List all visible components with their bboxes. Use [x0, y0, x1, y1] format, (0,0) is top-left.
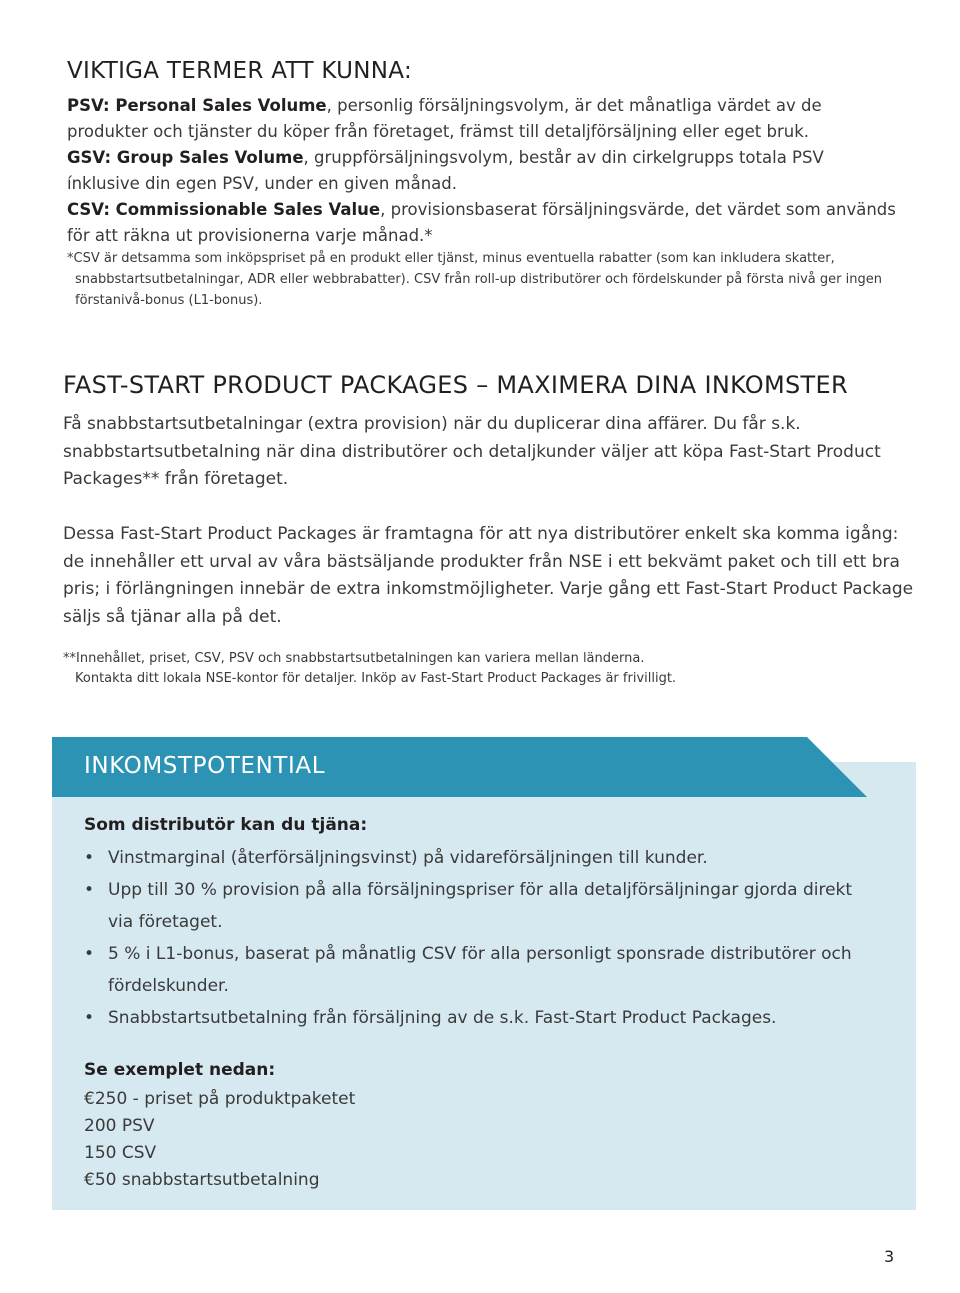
- list-item: [84, 874, 874, 938]
- earnings-list: [84, 842, 874, 1034]
- term-gsv-text: , gruppförsäljningsvolym, består av din cirkelgrupps totala PSV ínklusive din egen PSV, under en given månad.: [67, 148, 824, 193]
- term-psv-text: , personlig försäljningsvolym, är det månatliga värdet av de produkter och tjänster du köper från företaget, främst till detaljförsäljning eller eget bruk.: [67, 96, 822, 141]
- list-item: [84, 842, 874, 874]
- term-csv: [67, 197, 897, 249]
- term-gsv: [67, 145, 897, 197]
- term-psv-label: PSV: Personal Sales Volume: [67, 96, 327, 115]
- fast-start-heading: FAST-START PRODUCT PACKAGES – MAXIMERA DINA INKOMSTER: [63, 371, 848, 399]
- term-gsv-label: GSV: Group Sales Volume: [67, 148, 304, 167]
- csv-footnote-line1: *CSV är detsamma som inköpspriset på en produkt eller tjänst, minus eventuella rabatter (som kan inkludera skatter,: [67, 251, 835, 266]
- list-item-text: Vinstmarginal (återförsäljningsvinst) på vidareförsäljningen till kunder.: [108, 848, 708, 868]
- bullet-icon: •: [84, 848, 95, 868]
- fast-start-description: Dessa Fast-Start Product Packages är framtagna för att nya distributörer enkelt ska komma igång: de innehåller ett urval av våra bästsäljande produkter från NSE i ett bekvämt paket och till ett bra pris; i förlängningen innebär de extra inkomstmöjligheter. Varje gång ett Fast-Start Product Package säljs så tjänar alla på det.: [63, 524, 914, 627]
- list-item-text: 5 % i L1-bonus, baserat på månatlig CSV för alla personligt sponsrade distributörer och fördelskunder.: [108, 944, 852, 996]
- list-item-text: Snabbstartsutbetalning från försäljning av de s.k. Fast-Start Product Packages.: [108, 1008, 777, 1028]
- example-line: 200 PSV: [84, 1116, 155, 1136]
- income-heading: INKOMSTPOTENTIAL: [84, 753, 326, 779]
- terms-heading: VIKTIGA TERMER ATT KUNNA:: [67, 58, 412, 84]
- list-item-text: Upp till 30 % provision på alla försäljningspriser för alla detaljförsäljningar gjorda direkt via företaget.: [108, 880, 853, 932]
- list-item: [84, 1002, 874, 1034]
- example-list: [84, 1086, 355, 1194]
- example-line: €250 - priset på produktpaketet: [84, 1089, 356, 1109]
- term-csv-text: , provisionsbaserat försäljningsvärde, det värdet som används för att räkna ut provisionerna varje månad.*: [67, 200, 896, 245]
- csv-footnote-rest: snabbstartsutbetalningar, ADR eller webbrabatter). CSV från roll-up distributörer och fördelskunder på första nivå ger ingen förstanivå-bonus (L1-bonus).: [75, 272, 882, 308]
- csv-footnote: [67, 248, 907, 311]
- fast-start-footnote: [63, 649, 923, 689]
- example-line: €50 snabbstartsutbetalning: [84, 1170, 320, 1190]
- bullet-icon: •: [84, 1008, 95, 1028]
- fast-start-footnote-line2: Kontakta ditt lokala NSE-kontor för detaljer. Inköp av Fast-Start Product Packages är frivilligt.: [75, 671, 677, 686]
- fast-start-intro: Få snabbstartsutbetalningar (extra provision) när du duplicerar dina affärer. Du får s.k. snabbstartsutbetalning när dina distributörer och detaljkunder väljer att köpa Fast-Start Product Packages** från företaget.: [63, 414, 881, 489]
- example-heading: Se exemplet nedan:: [84, 1060, 276, 1080]
- bullet-icon: •: [84, 944, 95, 964]
- earnings-subheading: Som distributör kan du tjäna:: [84, 815, 368, 835]
- example-line: 150 CSV: [84, 1143, 157, 1163]
- fast-start-footnote-line1: **Innehållet, priset, CSV, PSV och snabbstartsutbetalningen kan variera mellan länderna.: [63, 651, 645, 666]
- term-csv-label: CSV: Commissionable Sales Value: [67, 200, 381, 219]
- page-number: 3: [884, 1247, 895, 1266]
- term-psv: [67, 93, 897, 145]
- list-item: [84, 938, 874, 1002]
- bullet-icon: •: [84, 880, 95, 900]
